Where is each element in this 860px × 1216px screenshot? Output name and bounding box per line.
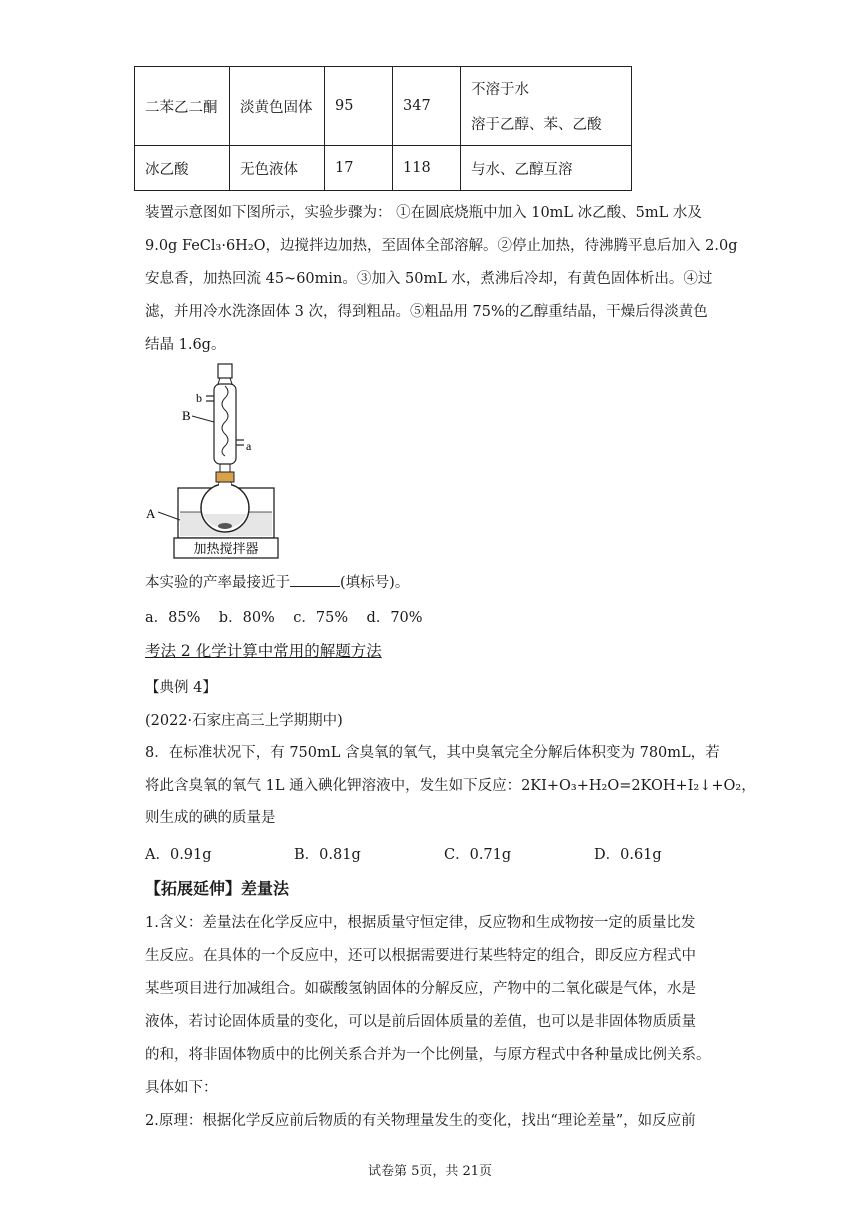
table-cell: 与水、乙醇互溶 xyxy=(461,146,632,191)
stirrer-label: 加热搅拌器 xyxy=(193,542,259,557)
text-line: 将此含臭氧的氧气 1L 通入碘化钾溶液中，发生如下反应：2KI+O₃+H₂O=2KOH+I₂↓+O₂， xyxy=(145,778,756,794)
label-A: A xyxy=(146,506,156,521)
text-line: 某些项目进行加减组合。如碳酸氢钠固体的分解反应，产物中的二氧化碳是气体，水是 xyxy=(145,981,696,997)
text-line: 具体如下： xyxy=(145,1080,218,1096)
table-row xyxy=(135,146,632,191)
table-cell: 95 xyxy=(325,67,393,146)
text-line: 8．在标准状况下，有 750mL 含臭氧的氧气，其中臭氧完全分解后体积变为 780mL，若 xyxy=(145,745,720,761)
text-line: 则生成的碘的质量是 xyxy=(145,810,276,826)
table-cell: 冰乙酸 xyxy=(135,146,230,191)
table-row xyxy=(135,67,632,146)
table-cell: 淡黄色固体 xyxy=(230,67,325,146)
label-B: B xyxy=(182,408,191,423)
text-line: 液体，若讨论固体质量的变化，可以是前后固体质量的差值，也可以是非固体物质质量 xyxy=(145,1014,696,1030)
text-line: 结晶 1.6g。 xyxy=(145,337,226,353)
text-line: 的和，将非固体物质中的比例关系合并为一个比例量，与原方程式中各种量成比例关系。 xyxy=(145,1047,711,1063)
question-options: a．85% b．80% c．75% d．70% xyxy=(145,610,423,626)
apparatus-diagram xyxy=(140,362,300,562)
question-prefix: 本实验的产率最接近于 xyxy=(145,575,290,591)
example-label: 【典例 4】 xyxy=(145,680,217,696)
example-source: (2022·石家庄高三上学期期中) xyxy=(145,713,343,729)
answer-blank xyxy=(290,572,340,587)
question-text xyxy=(145,571,409,592)
section-title: 考法 2 化学计算中常用的解题方法 xyxy=(145,642,382,660)
text-line: 2.原理：根据化学反应前后物质的有关物理量发生的变化，找出“理论差量”，如反应前 xyxy=(145,1113,696,1129)
text-line: 9.0g FeCl₃·6H₂O，边搅拌边加热，至固体全部溶解。②停止加热，待沸腾平息后加入 2.0g xyxy=(145,238,738,254)
label-a: a xyxy=(246,439,252,453)
table-cell: 17 xyxy=(325,146,393,191)
text-line: 装置示意图如下图所示，实验步骤为： ①在圆底烧瓶中加入 10mL 冰乙酸、5mL 水及 xyxy=(145,205,702,221)
option-d: D．0.61g xyxy=(594,847,662,863)
extension-heading: 【拓展延伸】差量法 xyxy=(145,879,290,898)
text-line: 1.含义：差量法在化学反应中，根据质量守恒定律，反应物和生成物按一定的质量比发 xyxy=(145,915,696,931)
question-suffix: (填标号)。 xyxy=(340,575,410,591)
text-line: 生反应。在具体的一个反应中，还可以根据需要进行某些特定的组合，即反应方程式中 xyxy=(145,948,696,964)
text-line: 安息香，加热回流 45~60min。③加入 50mL 水，煮沸后冷却，有黄色固体析出。④过 xyxy=(145,271,713,287)
solubility-line: 不溶于水 xyxy=(471,82,529,98)
table-cell: 二苯乙二酮 xyxy=(135,67,230,146)
table-cell xyxy=(461,67,632,146)
label-b: b xyxy=(196,391,202,405)
option-c: C．0.71g xyxy=(444,847,512,863)
solubility-line: 溶于乙醇、苯、乙酸 xyxy=(471,117,602,133)
table-cell: 347 xyxy=(393,67,461,146)
option-b: B．0.81g xyxy=(294,847,361,863)
table-cell: 118 xyxy=(393,146,461,191)
option-a: A．0.91g xyxy=(145,847,212,863)
page-footer: 试卷第 5页，共 21页 xyxy=(367,1164,493,1179)
properties-table xyxy=(134,66,632,191)
table-cell: 无色液体 xyxy=(230,146,325,191)
text-line: 滤，并用冷水洗涤固体 3 次，得到粗品。⑤粗品用 75%的乙醇重结晶，干燥后得淡黄色 xyxy=(145,304,708,320)
